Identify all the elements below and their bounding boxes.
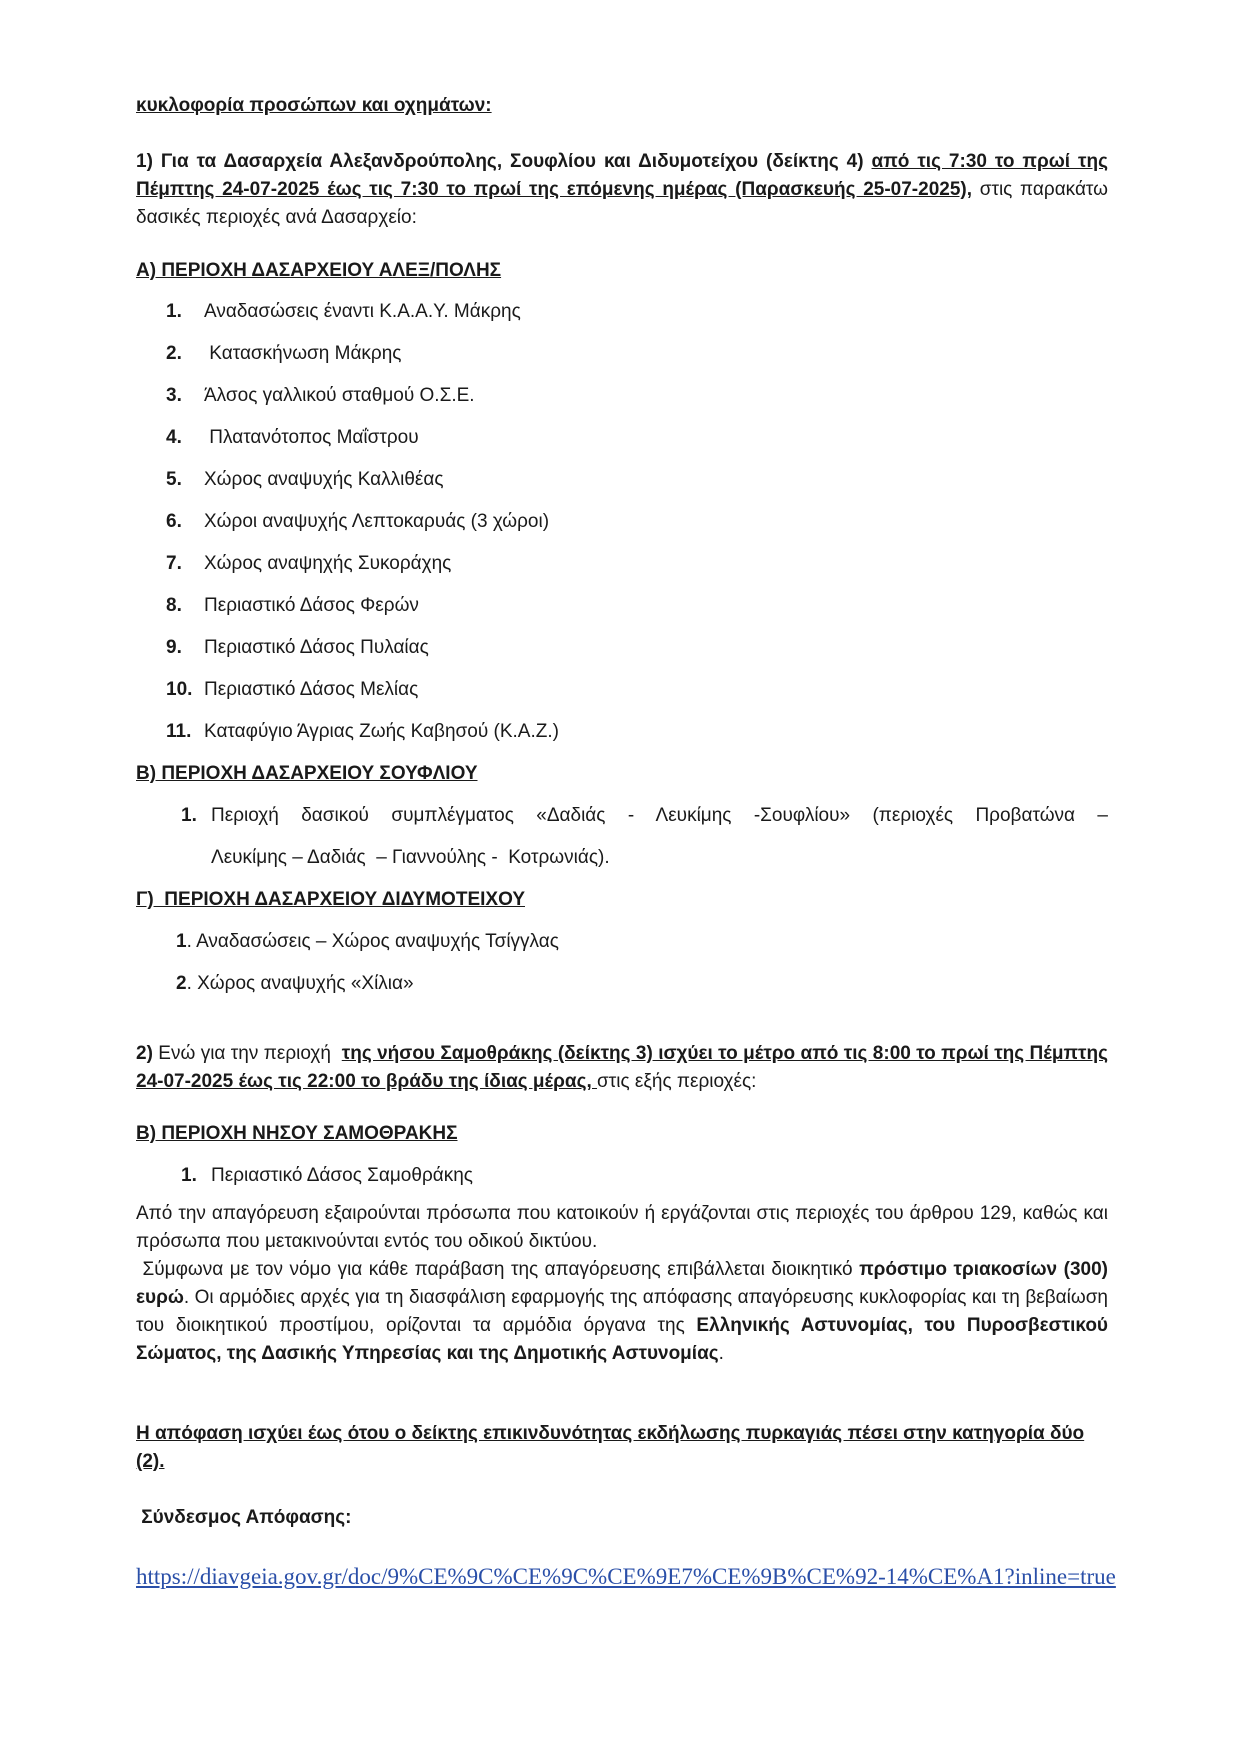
paragraph-2 (136, 1040, 1108, 1096)
paragraph-2-tail: στις εξής περιοχές: (597, 1071, 757, 1092)
decision-link[interactable]: https://diavgeia.gov.gr/doc/9%CE%9C%CE%9C%CE%9E7%CE%9B%CE%92-14%CE%A1?inline=true (136, 1564, 1116, 1589)
list-item: 11. Καταφύγιο Άγριας Ζωής Καβησού (Κ.Α.Ζ.) (166, 721, 559, 742)
validity-statement: Η απόφαση ισχύει έως ότου ο δείκτης επικινδυνότητας εκδήλωσης πυρκαγιάς πέσει στην κατηγορία δύο (2). (136, 1423, 1085, 1472)
list-item: 5. Χώρος αναψυχής Καλλιθέας (166, 469, 444, 490)
list-item-continuation: Λευκίμης – Δαδιάς – Γιαννούλης - Κοτρωνιάς). (211, 847, 610, 868)
fine-amount: πρόστιμο τριακοσίων (300) ευρώ (136, 1259, 1108, 1308)
section-b-heading: Β) ΠΕΡΙΟΧΗ ΔΑΣΑΡΧΕΙΟΥ ΣΟΥΦΛΙΟΥ (136, 763, 478, 784)
paragraph-1-period: από τις 7:30 το πρωί της Πέμπτης 24-07-2025 έως τις 7:30 το πρωί της επόμενης ημέρας (Παρασκευής 25-07-2025), (136, 151, 1108, 200)
paragraph-2-period: της νήσου Σαμοθράκης (δείκτης 3) ισχύει το μέτρο από τις 8:00 το πρωί της Πέμπτης 24-07-2025 έως τις 22:00 το βράδυ της ίδιας μέρας, (136, 1043, 1108, 1092)
list-item: 1. Περιαστικό Δάσος Σαμοθράκης (181, 1165, 473, 1186)
fine-paragraph: Σύμφωνα με τον νόμο για κάθε παράβαση της απαγόρευσης επιβάλλεται διοικητικό πρόστιμο τριακοσίων (300) ευρώ. Οι αρμόδιες αρχές για τη διασφάλιση εφαρμογής της απόφασης απαγόρευσης κυκλοφορίας και τη βεβαίωση του διοικητικού προστίμου, ορίζονται τα αρμόδια όργανα της Ελληνικής Αστυνομίας, του Πυροσβεστικού Σώματος, της Δασικής Υπηρεσίας και της Δημοτικής Αστυνομίας. (136, 1259, 1108, 1364)
paragraph-1 (136, 148, 1108, 232)
list-item: 1. Αναδασώσεις – Χώρος αναψυχής Τσίγγλας (176, 931, 559, 952)
paragraph-1-tail: στις παρακάτω δασικές περιοχές ανά Δασαρχείο: (136, 179, 1108, 228)
paragraph-1-lead: 1) Για τα Δασαρχεία Αλεξανδρούπολης, Σουφλίου και Διδυμοτείχου (δείκτης 4) (136, 151, 872, 172)
exemption-paragraph: Από την απαγόρευση εξαιρούνται πρόσωπα που κατοικούν ή εργάζονται στις περιοχές του άρθρου 129, καθώς και πρόσωπα που μετακινούνται εντός του οδικού δικτύου. (136, 1203, 1108, 1252)
decision-link-label: Σύνδεσμος Απόφασης: (136, 1507, 352, 1528)
paragraph-2-lead: Ενώ για την περιοχή (152, 1043, 342, 1064)
list-item: 4. Πλατανότοπος Μαΐστρου (166, 427, 419, 448)
list-item: 8. Περιαστικό Δάσος Φερών (166, 595, 419, 616)
list-item: 7. Χώρος αναψηχής Συκοράχης (166, 553, 452, 574)
authorities: Ελληνικής Αστυνομίας, του Πυροσβεστικού Σώματος, της Δασικής Υπηρεσίας και της Δημοτικής Αστυνομίας (136, 1315, 1108, 1364)
list-item: 2. Χώρος αναψυχής «Χίλια» (176, 973, 414, 994)
list-item: 10. Περιαστικό Δάσος Μελίας (166, 679, 419, 700)
intro-heading: κυκλοφορία προσώπων και οχημάτων: (136, 95, 492, 116)
paragraph-2-number: 2) (136, 1043, 153, 1064)
list-item: 3. Άλσος γαλλικού σταθμού Ο.Σ.Ε. (166, 385, 475, 406)
section-a-heading: Α) ΠΕΡΙΟΧΗ ΔΑΣΑΡΧΕΙΟΥ ΑΛΕΞ/ΠΟΛΗΣ (136, 260, 502, 281)
list-item: 2. Κατασκήνωση Μάκρης (166, 343, 402, 364)
list-item: 1. Αναδασώσεις έναντι Κ.Α.Α.Υ. Μάκρης (166, 301, 521, 322)
section-d-heading: Β) ΠΕΡΙΟΧΗ ΝΗΣΟΥ ΣΑΜΟΘΡΑΚΗΣ (136, 1123, 458, 1144)
list-item: 1. Περιοχή δασικού συμπλέγματος «Δαδιάς - Λευκίμης -Σουφλίου» (περιοχές Προβατώνα – (181, 805, 1108, 826)
list-item: 9. Περιαστικό Δάσος Πυλαίας (166, 637, 429, 658)
list-item: 6. Χώροι αναψυχής Λεπτοκαρυάς (3 χώροι) (166, 511, 550, 532)
section-c-heading: Γ) ΠΕΡΙΟΧΗ ΔΑΣΑΡΧΕΙΟΥ ΔΙΔΥΜΟΤΕΙΧΟΥ (136, 889, 525, 910)
